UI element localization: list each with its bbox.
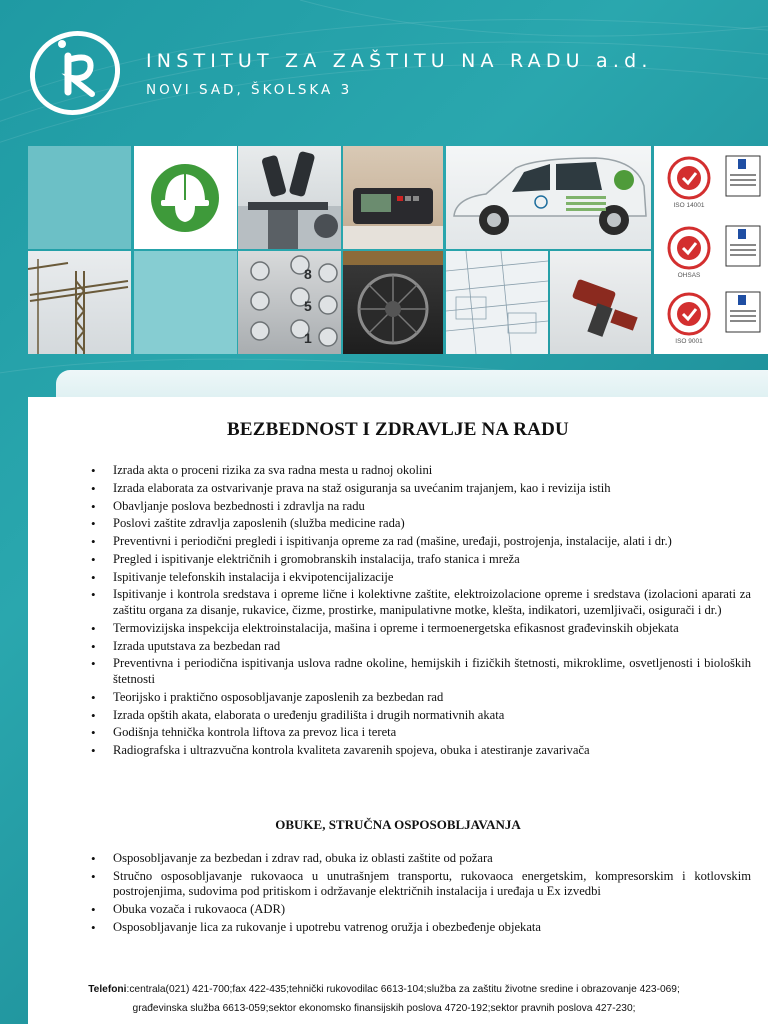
institute-logo [28, 30, 122, 116]
teal-blank-tile-2 [134, 251, 237, 354]
list-item: • Preventivni i periodični pregledi i ispitivanja opreme za rad (mašine, uređaji, postrojenja, instalacije, alati i dr.) [113, 534, 751, 550]
certificate-iso-14001 [654, 148, 768, 216]
list-item: • Obuka vozača i rukovaoca (ADR) [113, 902, 751, 918]
content-sheet [28, 397, 768, 1024]
list-item: • Radiografska i ultrazvučna kontrola kvaliteta zavarenih spojeva, obuka i atestiranje zavarivača [113, 743, 751, 759]
training-services-list [113, 851, 751, 938]
svg-text:8: 8 [304, 266, 312, 282]
list-item: • Pregled i ispitivanje električnih i gromobranskih instalacija, trafo stanica i mreža [113, 552, 751, 568]
measuring-device-icon [343, 146, 443, 249]
microscope-photo [238, 146, 341, 249]
teal-blank-tile [28, 146, 131, 249]
list-item: • Izrada uputstava za bezbedan rad [113, 639, 751, 655]
industrial-fan-icon [343, 251, 443, 354]
list-item: • Osposobljavanje za bezbedan i zdrav rad, obuka iz oblasti zaštite od požara [113, 851, 751, 867]
certificate-label: ISO 9001 [675, 338, 703, 345]
technical-drawing-photo [446, 251, 548, 354]
footer-phones-label: Telefoni [88, 984, 127, 995]
list-item: • Izrada elaborata za ostvarivanje prava na staž osiguranja sa uvećanim trajanjem, kao i revizija istih [113, 481, 751, 497]
helmet-sign-icon [134, 146, 237, 249]
svg-text:5: 5 [304, 298, 312, 314]
certificate-seal-icon [654, 286, 768, 342]
certificates-panel [654, 146, 768, 354]
section-title-training: OBUKE, STRUČNA OSPOSOBLJAVANJA [275, 817, 521, 832]
list-item: • Stručno osposobljavanje rukovaoca u unutrašnjem transportu, rukovaoca energetskim, kompresorskim i kotlovskim postrojenjima, sudovima pod pritiskom i održavanje električnih instalacija i uređaja u Ex izvedbi [113, 869, 751, 900]
certificate-iso-9001 [654, 286, 768, 354]
keypad-icon [238, 251, 341, 354]
technical-drawing-icon [446, 251, 548, 354]
list-item: • Poslovi zaštite zdravlja zaposlenih (služba medicine rada) [113, 516, 751, 532]
company-car-icon [446, 146, 651, 249]
list-item: • Preventivna i periodična ispitivanja uslova radne okoline, hemijskih i fizičkih štetnosti, mikroklime, osvetljenosti i bioloških štetnosti [113, 656, 751, 687]
list-item: • Izrada opštih akata, elaborata o uređenju gradilišta i drugih normativnih akata [113, 708, 751, 724]
keypad-photo [238, 251, 341, 354]
section-title-safety: BEZBEDNOST I ZDRAVLJE NA RADU [227, 419, 569, 440]
safety-services-list [113, 463, 751, 761]
list-item: • Ispitivanje telefonskih instalacija i ekvipotencijalizacije [113, 570, 751, 586]
list-item: • Obavljanje poslova bezbednosti i zdravlja na radu [113, 499, 751, 515]
tower-crane-icon [28, 251, 131, 354]
institute-address: NOVI SAD, ŠKOLSKA 3 [146, 82, 353, 98]
list-item: • Termovizijska inspekcija elektroinstalacija, mašina i opreme i termoenergetska efikasnost građevinskih objekata [113, 621, 751, 637]
footer-contacts-line-2: građevinska služba 6613-059;sektor ekonomsko finansijskih poslova 4720-192;sektor pravnih poslova 427-230; [132, 1003, 636, 1014]
svg-text:1: 1 [304, 330, 312, 346]
company-car-photo [446, 146, 651, 249]
electrical-clamp-icon [550, 251, 651, 354]
certificate-label: OHSAS [677, 272, 701, 279]
list-item: • Izrada akta o proceni rizika za sva radna mesta u radnoj okolini [113, 463, 751, 479]
footer-phones-text: :centrala(021) 421-700;fax 422-435;tehnički rukovodilac 6613-104;služba za zaštitu životne sredine i obrazovanje 423-069; [126, 984, 680, 995]
industrial-fan-photo [343, 251, 443, 354]
electrical-clamp-photo [550, 251, 651, 354]
institute-name: INSTITUT ZA ZAŠTITU NA RADU a.d. [146, 50, 653, 72]
list-item: • Teorijsko i praktično osposobljavanje zaposlenih za bezbedan rad [113, 690, 751, 706]
list-item: • Ispitivanje i kontrola sredstava i opreme lične i kolektivne zaštite, elektroizolacione opreme i sredstava (izolacioni aparati za zaštitu organa za disanje, rukavice, čizme, prostirke, manipulativne motke, klešta, indikatori, uzemljivači, osigurači i dr.) [113, 587, 751, 618]
list-item: • Godišnja tehnička kontrola liftova za prevoz lica i tereta [113, 725, 751, 741]
tower-crane-photo [28, 251, 131, 354]
microscope-icon [238, 146, 341, 249]
certificate-seal-icon [654, 148, 768, 204]
certificate-ohsas [654, 218, 768, 286]
certificate-label: ISO 14001 [673, 202, 705, 209]
footer-contacts-line-1 [0, 984, 768, 995]
helmet-sign-tile [134, 146, 237, 249]
measuring-device-photo [343, 146, 443, 249]
certificate-seal-icon [654, 218, 768, 274]
list-item: • Osposobljavanje lica za rukovanje i upotrebu vatrenog oružja i obezbeđenje objekata [113, 920, 751, 936]
